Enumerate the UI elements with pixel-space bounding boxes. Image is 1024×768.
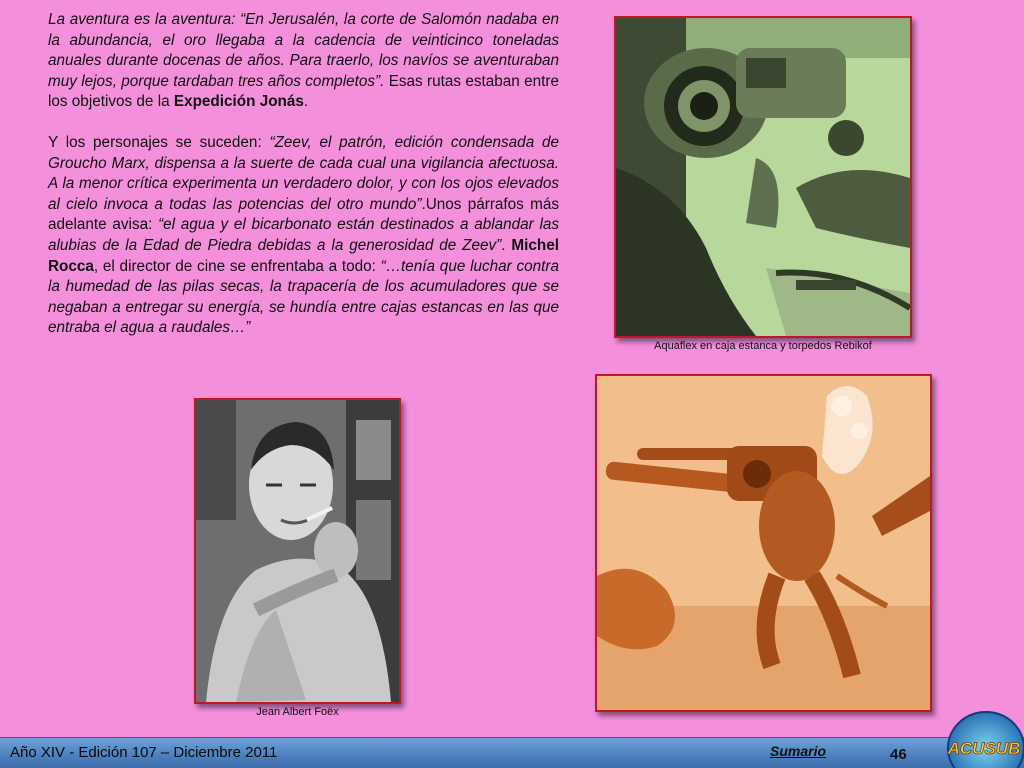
paragraph-2 xyxy=(48,133,559,339)
photo-jean-albert-foex xyxy=(194,398,401,704)
p2-mid-1: .Unos párrafos más adelante avisa: xyxy=(48,195,559,234)
caption-foex: Jean Albert Foëx xyxy=(256,706,339,718)
p2-bold: Michel Rocca xyxy=(48,236,559,275)
acusub-logo[interactable] xyxy=(944,708,1024,768)
p2-italic-3: “…tenía que luchar contra la humedad de las pilas secas, la trapacería de los acumuladores que se negaban a entregar su energía, se hundía entre cajas estancas en las que entraba el agua a raudales…” xyxy=(48,257,559,337)
p1-end: . xyxy=(303,93,309,111)
p2-italic-2: “el agua y el bicarbonato están destinados a ablandar las alubias de la Edad de Piedra debidas a la generosidad de Zeev” xyxy=(48,216,559,254)
p1-normal: Esas rutas estaban entre los objetivos de la xyxy=(48,72,560,111)
p2-mid-3: , el director de cine se enfrentaba a todo: xyxy=(93,257,381,275)
svg-text:ACUSUB: ACUSUB xyxy=(947,739,1021,758)
p1-bold: Expedición Jonás xyxy=(173,93,304,111)
sumario-link[interactable]: Sumario xyxy=(770,743,827,759)
footer-bar xyxy=(0,737,1024,768)
p2-intro: Y los personajes se suceden: xyxy=(48,133,270,151)
article-text xyxy=(48,10,559,339)
photo-diver xyxy=(595,374,932,712)
page-number: 46 xyxy=(890,746,907,763)
p1-quote: La aventura es la aventura: “En Jerusalén, la corte de Salomón nadaba en la abundancia, el oro llegaba a la cadencia de veinticinco toneladas anuales durante docenas de años. Para traerlo, los navíos se aventuraban muy lejos, porque tardaban tres años completos”. xyxy=(48,11,559,90)
p2-italic-1: “Zeev, el patrón, edición condensada de Groucho Marx, dispensa a la suerte de cada cual una vigilancia afectuosa. A la menor crítica experimenta un verdadero dolor, y con los ojos elevados al cielo invoca a todas las potencias del otro mundo” xyxy=(48,133,559,213)
paragraph-1 xyxy=(48,10,559,113)
photo-aquaflex xyxy=(614,16,912,338)
p2-mid-2: . xyxy=(501,236,512,254)
edition-info: Año XIV - Edición 107 – Diciembre 2011 xyxy=(10,744,278,761)
caption-aquaflex: Aquaflex en caja estanca y torpedos Rebikof xyxy=(654,340,872,352)
